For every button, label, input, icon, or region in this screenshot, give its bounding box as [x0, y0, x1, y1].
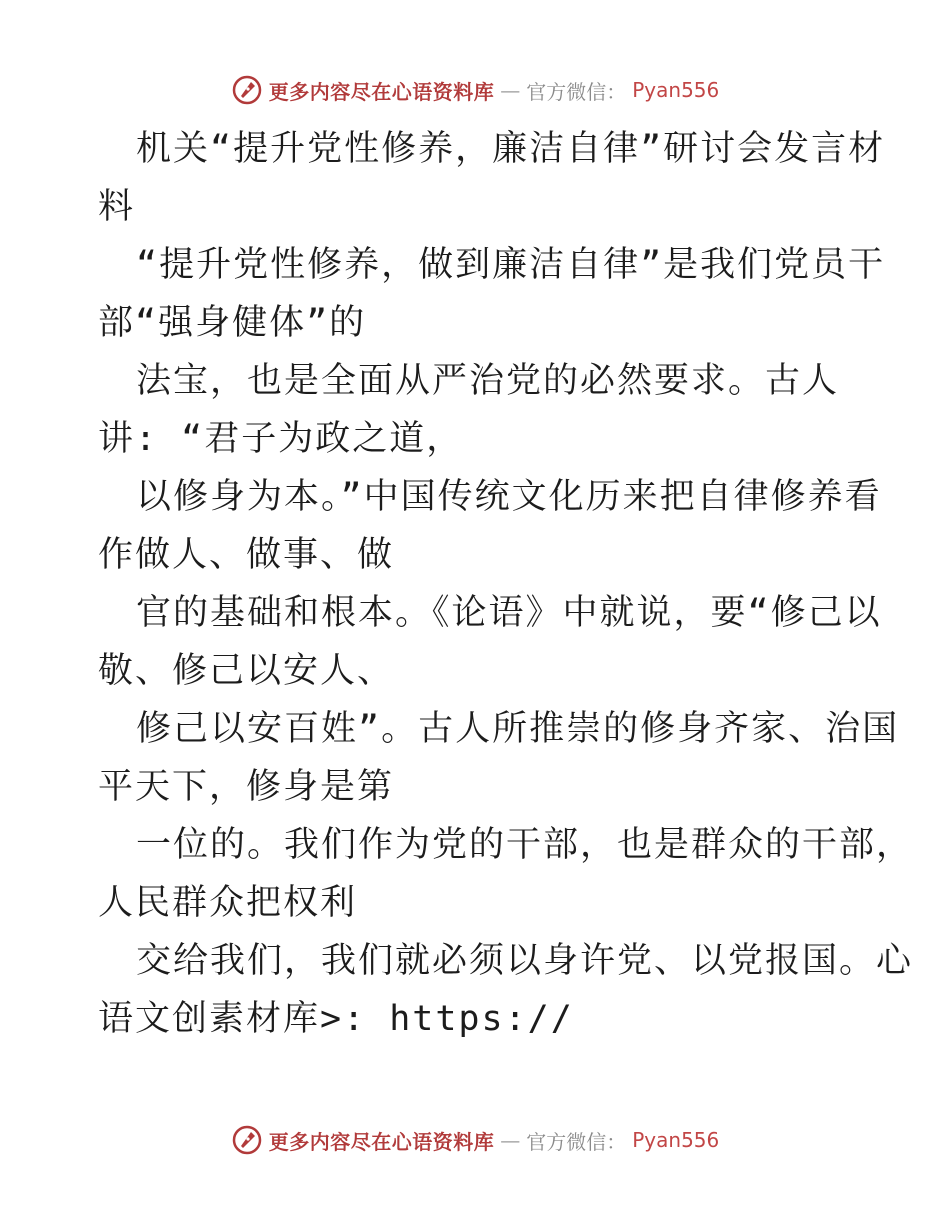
header-banner-text: 更多内容尽在心语资料库: [268, 79, 495, 104]
footer-banner: [0, 1120, 950, 1160]
footer-banner-dash: —: [500, 1128, 521, 1152]
header-banner-inner: [231, 74, 720, 106]
footer-wechat-label: 官方微信：: [526, 1129, 627, 1154]
document-body: [98, 120, 914, 1048]
footer-banner-text: 更多内容尽在心语资料库: [268, 1129, 495, 1154]
header-wechat-label: 官方微信：: [526, 79, 627, 104]
body-line: 敬、修己以安人、: [98, 651, 395, 691]
body-line: 修己以安百姓”。古人所推崇的修身齐家、治国: [136, 709, 900, 749]
body-line: 法宝，也是全面从严治党的必然要求。古人: [136, 361, 840, 401]
body-line: 讲: “君子为政之道，: [98, 419, 464, 459]
body-line: 机关“提升党性修养，廉洁自律”研讨会发言材: [136, 129, 886, 169]
footer-wechat-id: Pyan556: [632, 1128, 720, 1152]
body-line: “提升党性修养，做到廉洁自律”是我们党员干: [136, 245, 886, 285]
pen-nib-logo-icon: [231, 1124, 263, 1156]
body-line: 平天下，修身是第: [98, 767, 395, 807]
footer-banner-inner: [231, 1124, 720, 1156]
pen-nib-logo-icon: [231, 74, 263, 106]
header-banner-dash: —: [500, 78, 521, 102]
body-line: 官的基础和根本。《论语》中就说，要“修己以: [136, 593, 882, 633]
header-banner: [0, 70, 950, 110]
body-line: 人民群众把权利: [98, 883, 358, 923]
body-line: 交给我们，我们就必须以身许党、以党报国。心: [136, 941, 914, 981]
body-line: 料: [98, 187, 136, 227]
body-line: 语文创素材库>: https://: [98, 999, 574, 1039]
body-line: 部“强身健体”的: [98, 303, 367, 343]
body-line: 以修身为本。”中国传统文化历来把自律修养看: [136, 477, 882, 517]
body-line: 作做人、做事、做: [98, 535, 395, 575]
body-line: 一位的。我们作为党的干部，也是群众的干部，: [136, 825, 914, 865]
header-wechat-id: Pyan556: [632, 78, 720, 102]
